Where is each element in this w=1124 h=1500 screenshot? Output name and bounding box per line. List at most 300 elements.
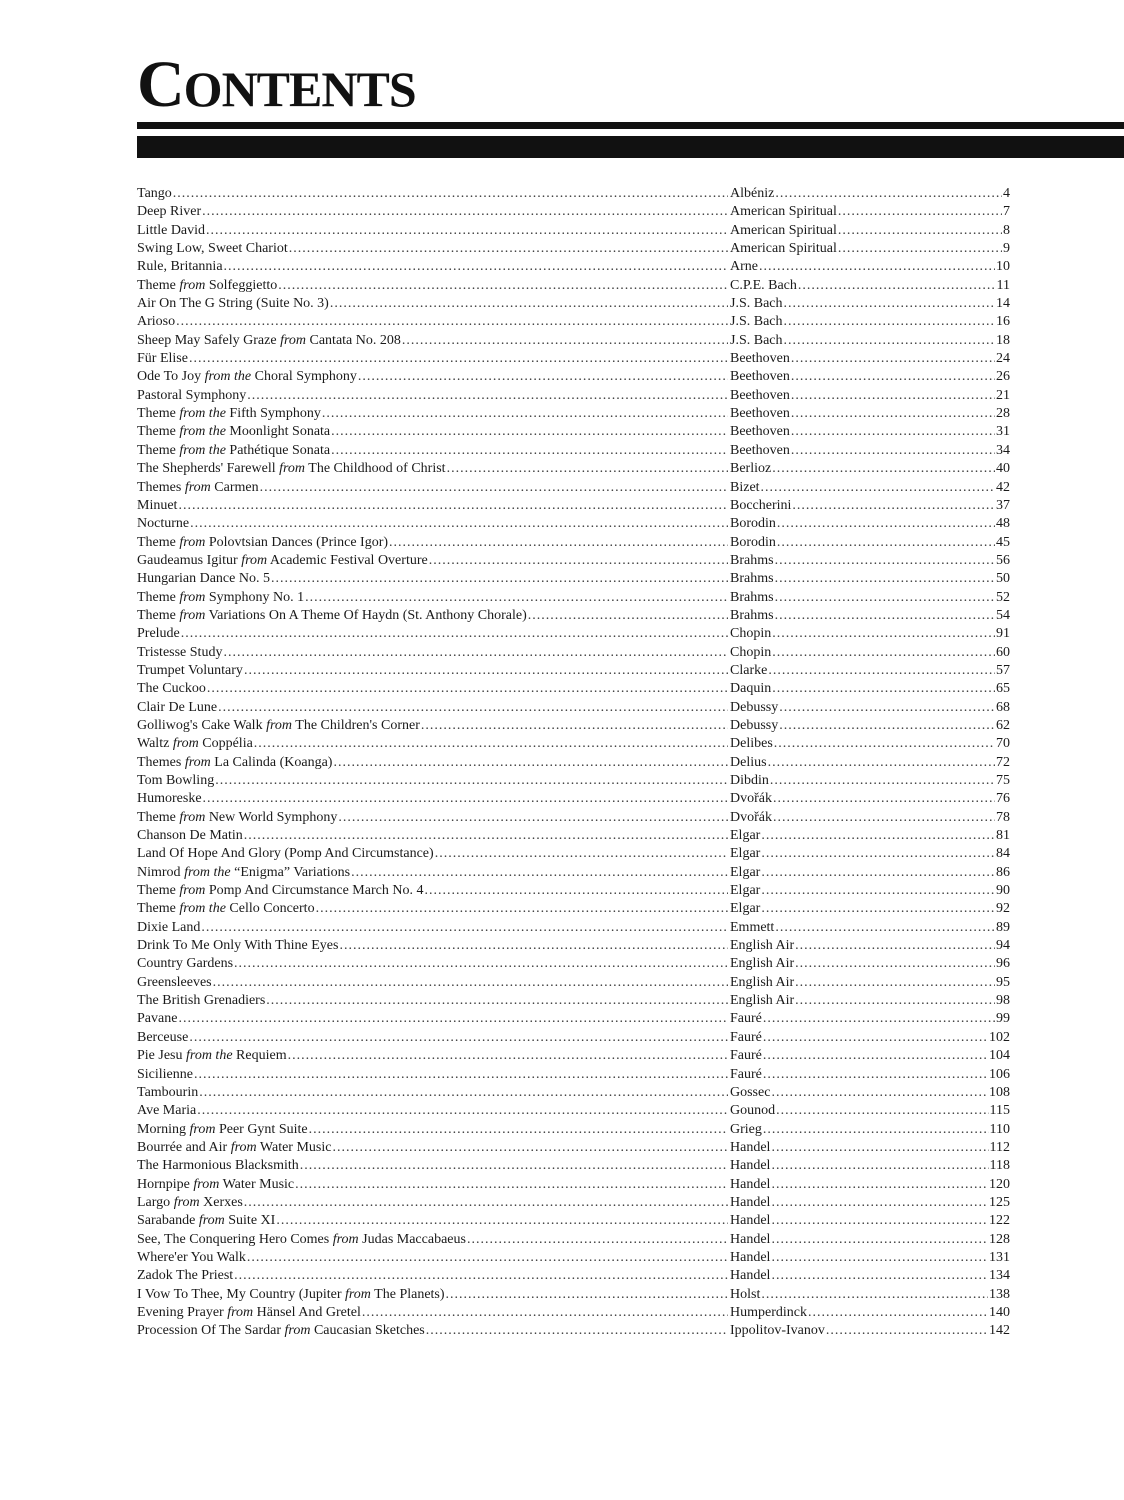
entry-composer-column [730,662,1010,680]
contents-entry [137,313,1010,331]
entry-title-column [137,423,729,441]
contents-entry [137,644,1010,662]
entry-title-main: Little David [137,222,206,238]
entry-composer-column [730,1029,1010,1047]
entry-title-column [137,460,729,478]
dot-leader [202,203,728,221]
dot-leader [795,955,995,973]
entry-title-column [137,864,729,882]
entry-composer-column [730,607,1010,625]
entry-title-source: Judas Maccabaeus [362,1231,466,1247]
entry-composer-column [730,827,1010,845]
entry-title-column [137,1066,729,1084]
entry-composer: J.S. Bach [730,296,783,312]
entry-title-main: Tristesse Study [137,644,223,660]
entry-title-from: from [227,1304,254,1320]
dot-leader [763,1029,988,1047]
entry-page-number: 91 [996,626,1010,642]
entry-page-number: 95 [996,974,1010,990]
dot-leader [201,919,728,937]
entry-title-column [137,772,729,790]
contents-entry [137,1286,1010,1304]
entry-title [137,864,350,882]
entry-title-column [137,1304,729,1322]
entry-page-number: 9 [1003,241,1010,257]
entry-composer: Emmett [730,919,775,935]
dot-leader [772,460,995,478]
entry-title-column [137,1121,729,1139]
dot-leader [199,1084,728,1102]
entry-title [137,992,265,1010]
entry-page-number: 8 [1003,222,1010,238]
entry-title-column [137,754,729,772]
contents-entry [137,1066,1010,1084]
entry-title [137,570,270,588]
contents-entry [137,515,1010,533]
dot-leader [244,827,728,845]
entry-page-number: 102 [989,1029,1010,1045]
entry-title [137,350,188,368]
entry-composer-column [730,955,1010,973]
entry-title-column [137,900,729,918]
entry-composer: Clarke [730,662,768,678]
entry-composer: Borodin [730,534,776,550]
entry-title [137,1139,331,1157]
contents-entry [137,332,1010,350]
entry-title-from: from [184,479,211,495]
entry-title-main: Where'er You Walk [137,1249,246,1265]
dot-leader [773,809,995,827]
entry-composer-column [730,240,1010,258]
entry-title [137,772,214,790]
entry-title-from: from [179,809,206,825]
entry-composer-column [730,313,1010,331]
entry-page-number: 92 [996,901,1010,917]
entry-title-main: Swing Low, Sweet Chariot [137,241,288,257]
dot-leader [338,809,728,827]
entry-title [137,589,304,607]
dot-leader [779,717,995,735]
dot-leader [339,937,728,955]
entry-title-column [137,185,729,203]
entry-title [137,754,332,772]
entry-composer-column [730,350,1010,368]
entry-composer-column [730,368,1010,386]
entry-title-main: Golliwog's Cake Walk [137,717,263,733]
entry-composer: Beethoven [730,442,790,458]
entry-title-column [137,277,729,295]
contents-entry [137,1212,1010,1230]
entry-title-source: Variations On A Theme Of Haydn (St. Anthony Chorale) [208,607,527,623]
entry-title-column [137,1176,729,1194]
dot-leader [795,992,995,1010]
dot-leader [772,625,995,643]
entry-composer-column [730,203,1010,221]
entry-composer-column [730,295,1010,313]
entry-composer: Fauré [730,1011,762,1027]
entry-title-main: Nocturne [137,516,190,532]
entry-composer-column [730,1084,1010,1102]
entry-composer-column [730,185,1010,203]
entry-title [137,845,434,863]
entry-title-source: Symphony No. 1 [208,589,305,605]
dot-leader [771,1157,988,1175]
entry-title-main: Tambourin [137,1084,199,1100]
entry-composer-column [730,1267,1010,1285]
dot-leader [389,534,728,552]
entry-page-number: 76 [996,791,1010,807]
entry-composer: Elgar [730,846,761,862]
entry-title-from: from [179,277,206,293]
entry-title [137,644,222,662]
entry-title-column [137,937,729,955]
entry-title-main: Tom Bowling [137,773,215,788]
dot-leader [775,919,995,937]
entry-composer-column [730,900,1010,918]
entry-page-number: 98 [996,993,1010,1009]
entry-title-from: from [198,1213,225,1229]
entry-title [137,497,177,515]
entry-page-number: 28 [996,406,1010,422]
dot-leader [213,974,728,992]
entry-composer: Beethoven [730,369,790,385]
entry-composer-column [730,1139,1010,1157]
contents-entry [137,277,1010,295]
entry-title-main: Humoreske [137,791,202,807]
entry-title-from: from [189,1121,216,1137]
entry-title-main: Deep River [137,204,202,220]
entry-title-column [137,699,729,717]
contents-entry [137,387,1010,405]
contents-entry [137,699,1010,717]
contents-entry [137,1322,1010,1340]
entry-title [137,222,205,240]
entry-composer-column [730,625,1010,643]
entry-title-column [137,387,729,405]
entry-composer-column [730,919,1010,937]
dot-leader [467,1231,728,1249]
entry-title [137,1157,299,1175]
entry-title-main: Theme [137,589,176,605]
dot-leader [771,1139,988,1157]
entry-title [137,1286,445,1304]
entry-title-column [137,735,729,753]
entry-composer: C.P.E. Bach [730,277,797,293]
contents-entry [137,864,1010,882]
entry-title [137,479,259,497]
entry-title [137,680,206,698]
entry-page-number: 48 [996,516,1010,532]
contents-entry [137,974,1010,992]
dot-leader [775,607,995,625]
entry-title-column [137,479,729,497]
entry-composer-column [730,882,1010,900]
entry-title-source: Choral Symphony [254,369,357,385]
entry-page-number: 21 [996,387,1010,403]
entry-title-source: Water Music [222,1176,295,1192]
contents-entry [137,662,1010,680]
dot-leader [761,845,995,863]
entry-title-column [137,625,729,643]
entry-page-number: 68 [996,699,1010,715]
entry-title-main: Hungarian Dance No. 5 [137,571,270,587]
entry-title-main: The British Grenadiers [137,993,266,1009]
entry-composer: Ippolitov-Ivanov [730,1323,825,1339]
dot-leader [759,258,995,276]
contents-entry [137,405,1010,423]
entry-composer: Debussy [730,699,779,715]
dot-leader [424,882,728,900]
entry-page-number: 104 [989,1048,1010,1064]
entry-composer-column [730,1066,1010,1084]
contents-entry [137,735,1010,753]
entry-title-main: Sheep May Safely Graze [137,332,277,348]
dot-leader [207,680,728,698]
contents-entry [137,368,1010,386]
entry-page-number: 57 [996,662,1010,678]
dot-leader [173,185,728,203]
entry-title [137,534,388,552]
entry-composer-column [730,1010,1010,1028]
entry-title-column [137,1102,729,1120]
entry-page-number: 7 [1003,204,1010,220]
dot-leader [181,625,728,643]
entry-title-main: Sicilienne [137,1066,193,1082]
entry-title-from: from [241,552,268,568]
entry-title-from: from the [179,442,226,458]
entry-page-number: 138 [989,1286,1010,1302]
entry-page-number: 142 [989,1323,1010,1339]
contents-entry [137,479,1010,497]
entry-page-number: 106 [989,1066,1010,1082]
dot-leader [203,790,728,808]
dot-leader [260,479,728,497]
dot-leader [305,589,728,607]
dot-leader [761,900,995,918]
dot-leader [189,1029,728,1047]
dot-leader [247,387,728,405]
contents-entry [137,1176,1010,1194]
dot-leader [528,607,728,625]
entry-page-number: 16 [996,314,1010,330]
entry-title-column [137,1139,729,1157]
contents-entry [137,460,1010,478]
entry-title-column [137,809,729,827]
entry-title [137,790,202,808]
entry-composer: Grieg [730,1121,762,1137]
entry-title-from: from [284,1323,311,1339]
contents-entry [137,295,1010,313]
entry-title-source: Suite XI [228,1213,276,1229]
entry-title-source: Solfeggietto [208,277,278,293]
entry-title-from: from [173,1194,200,1210]
contents-entry [137,1157,1010,1175]
dot-leader [446,1286,728,1304]
entry-title [137,1304,361,1322]
entry-title-from: from the [179,406,226,422]
dot-leader [777,534,995,552]
entry-composer: J.S. Bach [730,332,783,348]
entry-title [137,1267,233,1285]
entry-title-main: Pastoral Symphony [137,387,247,403]
entry-title [137,185,172,203]
dot-leader [791,405,995,423]
dot-leader [224,258,728,276]
entry-composer: Elgar [730,864,761,880]
entry-composer-column [730,332,1010,350]
entry-title-column [137,607,729,625]
contents-entry [137,882,1010,900]
dot-leader [266,992,728,1010]
entry-composer: Beethoven [730,387,790,403]
entry-title-main: Pavane [137,1011,178,1027]
entry-composer-column [730,277,1010,295]
dot-leader [358,368,728,386]
entry-title-column [137,350,729,368]
contents-entry [137,1267,1010,1285]
entry-title [137,313,175,331]
entry-title-main: Dixie Land [137,919,201,935]
entry-composer-column [730,405,1010,423]
contents-entry [137,442,1010,460]
contents-entry [137,1102,1010,1120]
dot-leader [771,1194,988,1212]
entry-title [137,735,253,753]
dot-leader [206,222,728,240]
contents-entry [137,1249,1010,1267]
entry-page-number: 4 [1003,186,1010,201]
contents-entry [137,570,1010,588]
dot-leader [435,845,728,863]
header-rule-thin [137,122,1124,129]
entry-page-number: 81 [996,828,1010,844]
entry-composer: Gounod [730,1103,776,1119]
entry-title-source: The Childhood of Christ [308,461,446,477]
entry-page-number: 62 [996,717,1010,733]
entry-title-main: Ode To Joy [137,369,202,385]
entry-title-column [137,258,729,276]
entry-page-number: 134 [989,1268,1010,1284]
entry-title [137,1176,294,1194]
dot-leader [289,240,728,258]
entry-page-number: 78 [996,809,1010,825]
entry-page-number: 110 [989,1121,1010,1137]
entry-composer-column [730,644,1010,662]
dot-leader [247,1249,728,1267]
dot-leader [791,350,995,368]
dot-leader [332,1139,728,1157]
entry-title-main: Theme [137,406,176,422]
entry-composer: English Air [730,974,795,990]
entry-page-number: 18 [996,332,1010,348]
dot-leader [838,240,1002,258]
entry-title-source: New World Symphony [208,809,338,825]
entry-title-from: from the [179,424,226,440]
dot-leader [775,589,995,607]
dot-leader [791,387,995,405]
contents-entry [137,589,1010,607]
entry-composer-column [730,423,1010,441]
entry-title-column [137,662,729,680]
entry-composer-column [730,515,1010,533]
entry-composer-column [730,790,1010,808]
entry-title [137,552,428,570]
entry-title-source: Pomp And Circumstance March No. 4 [208,883,424,899]
entry-title-from: from [193,1176,220,1192]
entry-title-column [137,332,729,350]
entry-title [137,625,180,643]
dot-leader [295,1176,728,1194]
entry-title [137,974,212,992]
entry-composer: English Air [730,956,795,972]
entry-title-source: Caucasian Sketches [313,1323,425,1339]
dot-leader [288,1047,728,1065]
entry-title-column [137,1157,729,1175]
entry-title [137,277,277,295]
entry-title [137,1322,425,1340]
entry-title-main: Zadok The Priest [137,1268,234,1284]
dot-leader [362,1304,728,1322]
entry-title-main: Prelude [137,626,180,642]
entry-title-column [137,1084,729,1102]
entry-composer: Handel [730,1231,771,1247]
entry-title-main: Themes [137,754,182,770]
entry-title-main: Theme [137,442,176,458]
entry-composer: American Spiritual [730,204,837,220]
entry-title-main: The Cuckoo [137,681,206,697]
entry-composer-column [730,258,1010,276]
entry-title-source: Fifth Symphony [229,406,321,422]
entry-title-main: I Vow To Thee, My Country (Jupiter [137,1286,342,1302]
dot-leader [300,1157,728,1175]
dot-leader [772,644,995,662]
entry-title-main: The Shepherds' Farewell [137,461,276,477]
dot-leader [421,717,728,735]
dot-leader [784,295,996,313]
dot-leader [773,790,995,808]
entry-page-number: 115 [989,1103,1010,1119]
dot-leader [826,1322,988,1340]
entry-title-main: Theme [137,424,176,440]
entry-composer-column [730,460,1010,478]
entry-composer: American Spiritual [730,241,837,257]
entry-composer: Debussy [730,717,779,733]
entry-page-number: 120 [989,1176,1010,1192]
contents-entry [137,625,1010,643]
entry-title-column [137,405,729,423]
entry-composer: Delius [730,754,767,770]
entry-title-main: Rule, Britannia [137,259,223,275]
entry-title-column [137,1231,729,1249]
entry-composer: Chopin [730,626,772,642]
entry-composer-column [730,442,1010,460]
title-rest: ONTENTS [183,61,416,117]
entry-title [137,203,201,221]
entry-composer: Borodin [730,516,776,532]
entry-title-main: Air On The G String (Suite No. 3) [137,296,329,312]
entry-composer: Beethoven [730,351,790,367]
entry-composer: Brahms [730,589,774,605]
entry-title-source: La Calinda (Koanga) [214,754,333,770]
entry-composer-column [730,1121,1010,1139]
entry-title [137,258,223,276]
dot-leader [278,277,728,295]
entry-page-number: 118 [989,1158,1010,1174]
dot-leader [223,644,728,662]
entry-title-from: from [280,332,306,348]
entry-title-main: Theme [137,277,176,293]
dot-leader [234,1267,728,1285]
